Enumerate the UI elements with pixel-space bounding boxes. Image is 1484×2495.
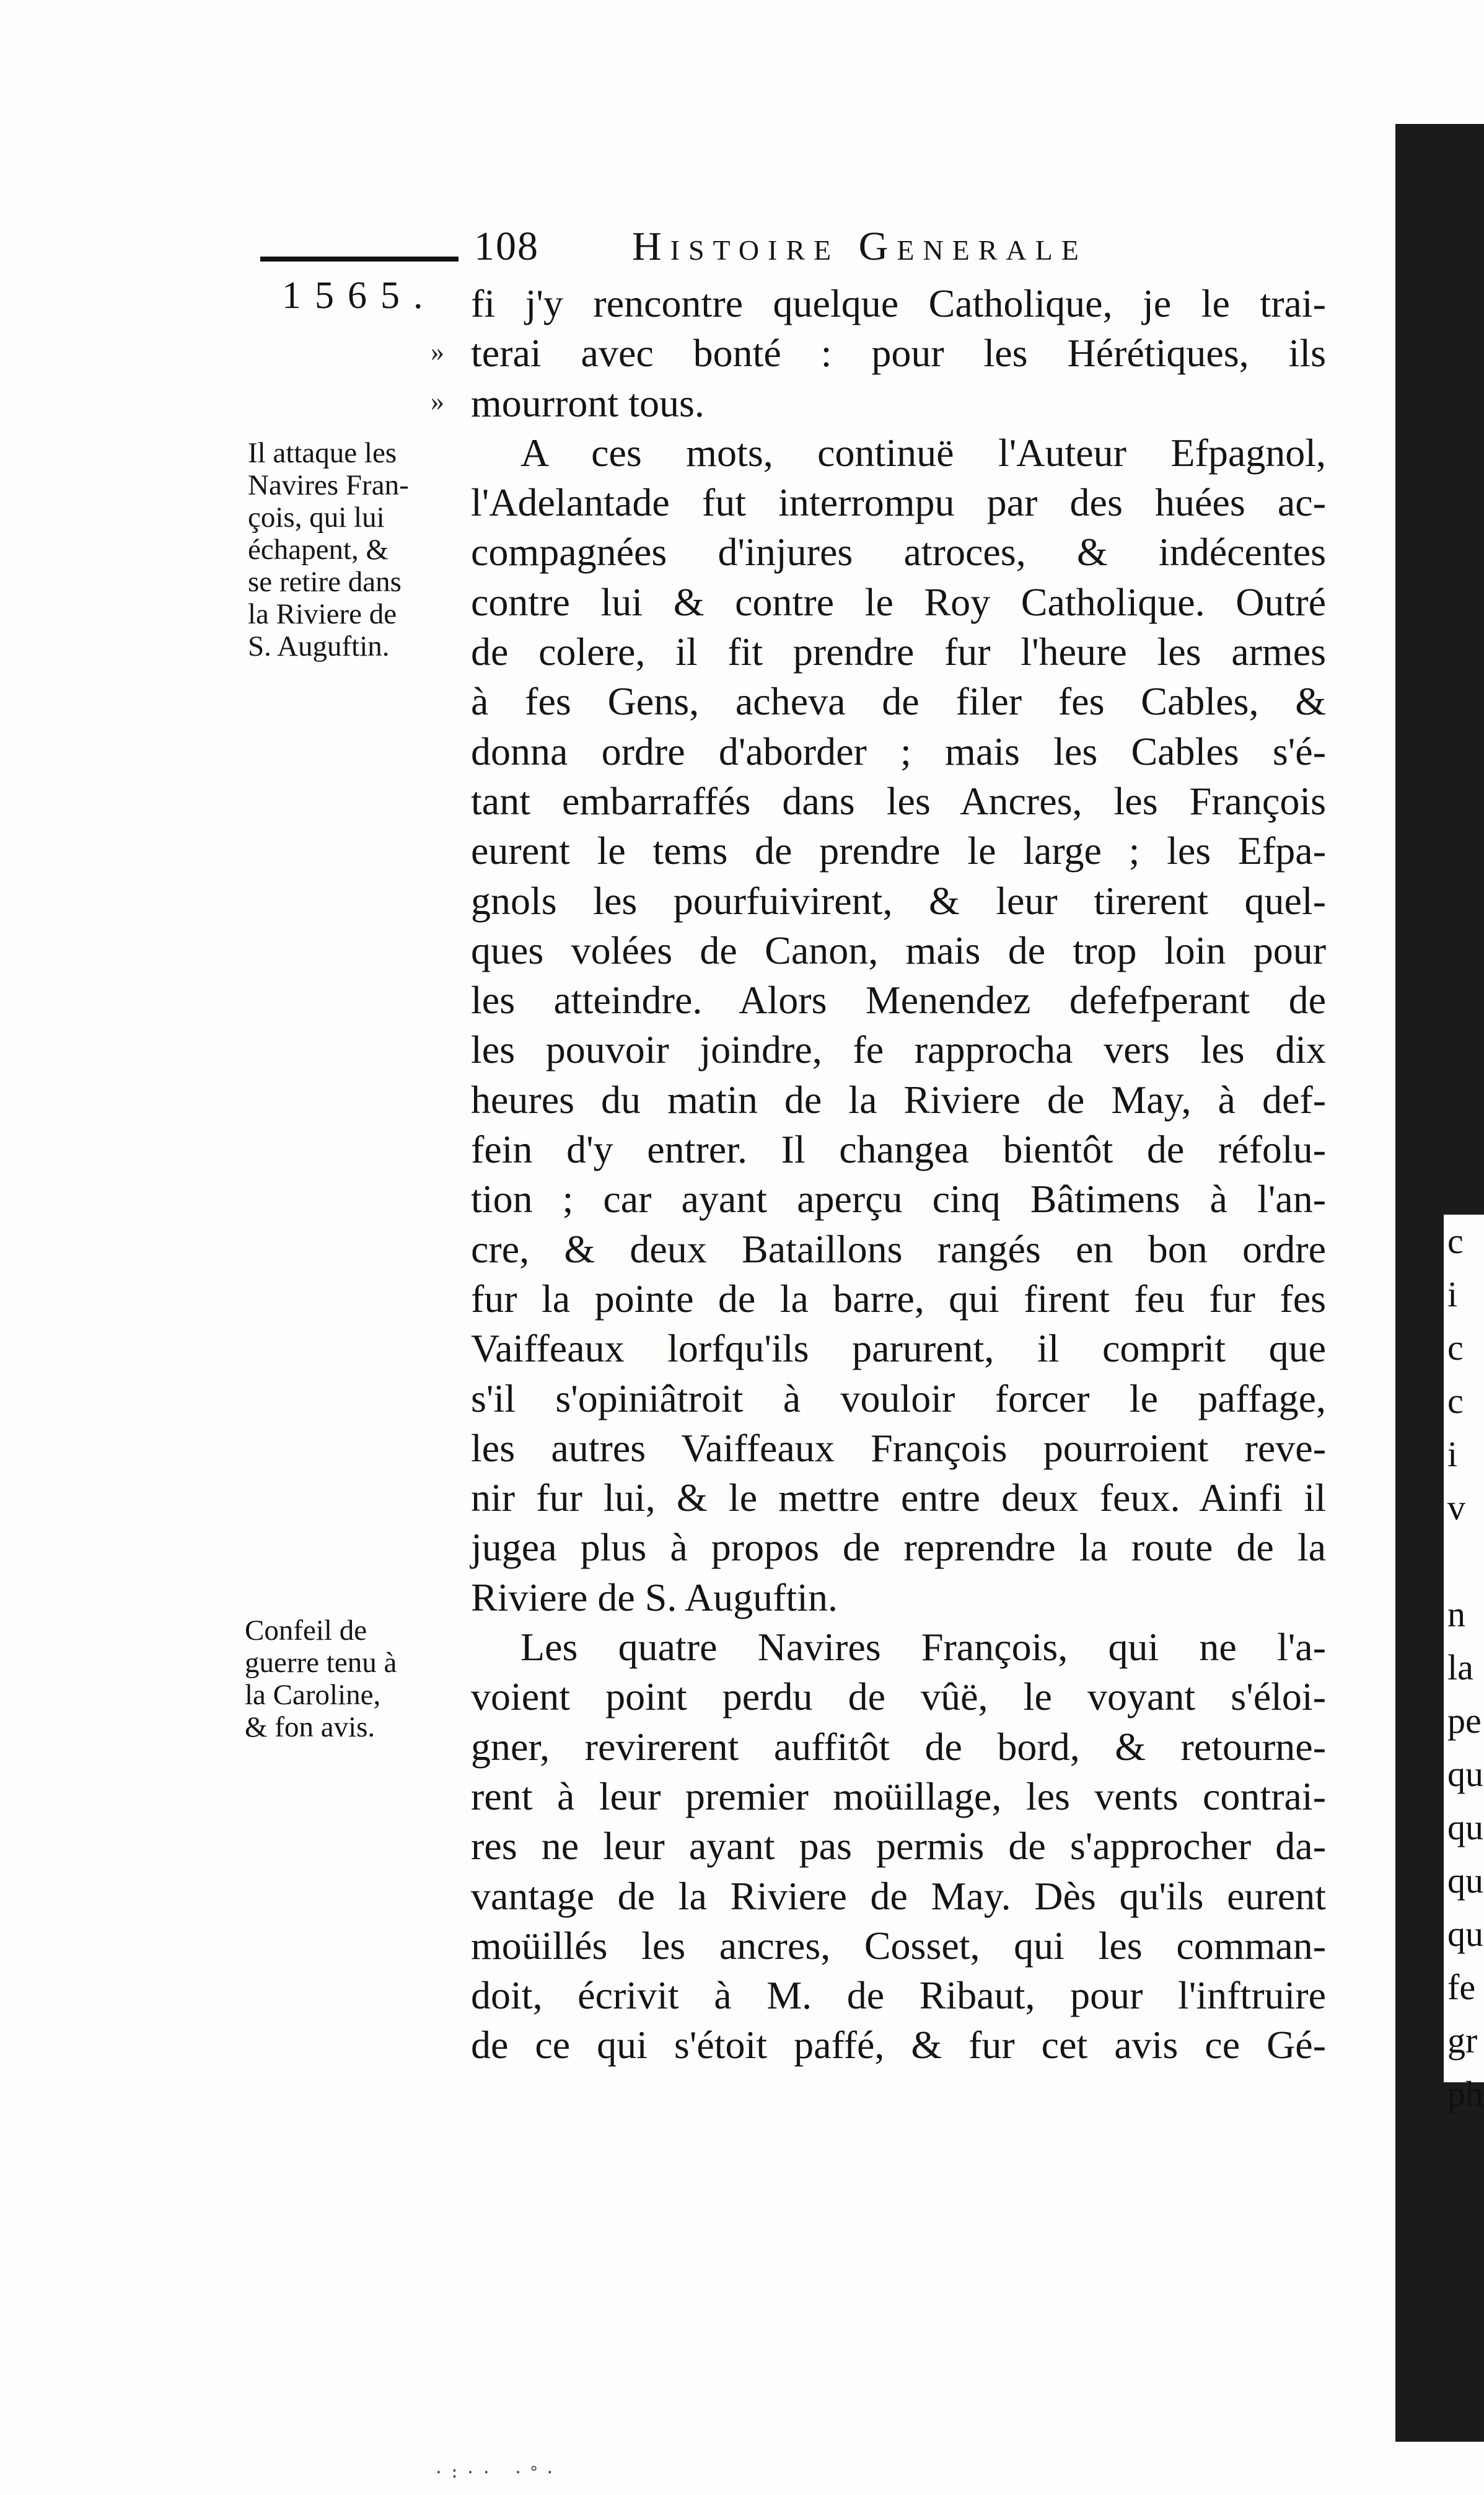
- facing-fragment: qu: [1447, 1914, 1483, 1954]
- scan-speckles: ·:·· ·°·: [434, 2463, 561, 2482]
- facing-fragment: v: [1447, 1487, 1465, 1528]
- facing-fragment: qu: [1447, 1754, 1483, 1794]
- text-line: à fes Gens, acheva de filer fes Cables, &: [471, 679, 1326, 724]
- margin-note-line: la Caroline,: [245, 1679, 381, 1711]
- text-line: doit, écrivit à M. de Ribaut, pour l'inftruire: [471, 1973, 1326, 2018]
- text-line: les pouvoir joindre, fe rapprocha vers les dix: [471, 1027, 1326, 1072]
- text-line: les atteindre. Alors Menendez defefperant de: [471, 978, 1326, 1023]
- text-line: fein d'y entrer. Il changea bientôt de réfolu-: [471, 1127, 1326, 1172]
- margin-note-line: guerre tenu à: [245, 1647, 397, 1679]
- text-line: voient point perdu de vûë, le voyant s'éloi-: [471, 1674, 1326, 1719]
- text-line: rent à leur premier moüillage, les vents contrai-: [471, 1774, 1326, 1818]
- facing-page-fragments: [1444, 1215, 1484, 2114]
- margin-note-line: Navires Fran-: [248, 469, 409, 501]
- text-line: s'il s'opiniâtroit à vouloir forcer le paffage,: [471, 1376, 1326, 1420]
- facing-fragment: qu: [1447, 1860, 1483, 1901]
- quote-mark: »: [431, 386, 444, 416]
- margin-note-line: se retire dans: [248, 566, 402, 598]
- text-line: mourront tous.: [471, 381, 705, 425]
- text-line: de ce qui s'étoit paffé, & fur cet avis ce Gé-: [471, 2023, 1326, 2067]
- text-line: Les quatre Navires François, qui ne l'a-: [520, 1625, 1326, 1670]
- margin-note-line: & fon avis.: [245, 1711, 375, 1743]
- facing-fragment: ph: [1447, 2074, 1483, 2114]
- facing-fragment: fe: [1447, 1967, 1476, 2007]
- text-line: ques volées de Canon, mais de trop loin pour: [471, 928, 1326, 972]
- margin-note-line: S. Auguftin.: [248, 630, 390, 662]
- margin-note-line: çois, qui lui: [248, 501, 385, 534]
- text-line: cre, & deux Bataillons rangés en bon ordre: [471, 1226, 1326, 1271]
- margin-note-line: Confeil de: [245, 1614, 367, 1647]
- facing-fragment: c: [1447, 1327, 1464, 1368]
- page-number: 108: [474, 224, 539, 269]
- text-line: A ces mots, continuë l'Auteur Efpagnol,: [520, 430, 1326, 475]
- text-line: nir fur lui, & le mettre entre deux feux. Ainfi il: [471, 1476, 1326, 1520]
- text-line: moüillés les ancres, Cosset, qui les comman-: [471, 1923, 1326, 1968]
- body-text: [471, 279, 1326, 2070]
- text-line: compagnées d'injures atroces, & indécentes: [471, 530, 1326, 574]
- text-line: de colere, il fit prendre fur l'heure les armes: [471, 630, 1326, 674]
- facing-fragment: qu: [1447, 1807, 1483, 1847]
- margin-note-line: la Riviere de: [248, 598, 397, 630]
- margin-note-attack: [248, 437, 465, 662]
- year-marker: 1565.: [282, 275, 437, 317]
- text-line: fur la pointe de la barre, qui firent feu fur fes: [471, 1276, 1326, 1321]
- facing-fragment: [1447, 1534, 1484, 1588]
- running-title: Histoire Generale: [632, 224, 1087, 269]
- facing-fragment: c: [1447, 1221, 1464, 1261]
- text-line: tion ; car ayant aperçu cinq Bâtimens à l'an-: [471, 1177, 1326, 1221]
- text-line: contre lui & contre le Roy Catholique. Outré: [471, 579, 1326, 624]
- facing-fragment: pe: [1447, 1701, 1482, 1741]
- text-line: vantage de la Riviere de May. Dès qu'ils eurent: [471, 1873, 1326, 1918]
- quote-mark: »: [431, 337, 444, 367]
- facing-fragment: c: [1447, 1381, 1464, 1421]
- text-line: les autres Vaiffeaux François pourroient reve-: [471, 1425, 1326, 1470]
- margin-note-line: échapent, &: [248, 534, 389, 566]
- text-line: l'Adelantade fut interrompu par des huées ac-: [471, 480, 1326, 525]
- text-line: fi j'y rencontre quelque Catholique, je le trai-: [471, 281, 1326, 325]
- text-line: donna ordre d'aborder ; mais les Cables s'é-: [471, 729, 1326, 773]
- facing-fragment: i: [1447, 1274, 1458, 1314]
- margin-note-line: Il attaque les: [248, 437, 397, 469]
- text-line: Vaiffeaux lorfqu'ils parurent, il comprit que: [471, 1326, 1326, 1371]
- facing-fragment: n: [1447, 1594, 1465, 1634]
- facing-fragment: i: [1447, 1434, 1458, 1474]
- text-line: jugea plus à propos de reprendre la route de la: [471, 1525, 1326, 1570]
- header-rule: [260, 257, 459, 262]
- text-line: eurent le tems de prendre le large ; les Efpa-: [471, 829, 1326, 873]
- text-line: res ne leur ayant pas permis de s'approcher da-: [471, 1824, 1326, 1868]
- text-line: heures du matin de la Riviere de May, à def-: [471, 1077, 1326, 1122]
- facing-fragment: gr: [1447, 2020, 1478, 2061]
- text-line: gnols les pourfuivirent, & leur tirerent quel-: [471, 878, 1326, 923]
- text-line: terai avec bonté : pour les Hérétiques, ils: [471, 331, 1326, 376]
- text-line: tant embarraffés dans les Ancres, les François: [471, 778, 1326, 823]
- margin-note-council: [245, 1614, 468, 1743]
- facing-fragment: la: [1447, 1647, 1473, 1688]
- text-line: Riviere de S. Auguftin.: [471, 1575, 838, 1619]
- text-line: gner, revirerent auffitôt de bord, & retourne-: [471, 1724, 1326, 1769]
